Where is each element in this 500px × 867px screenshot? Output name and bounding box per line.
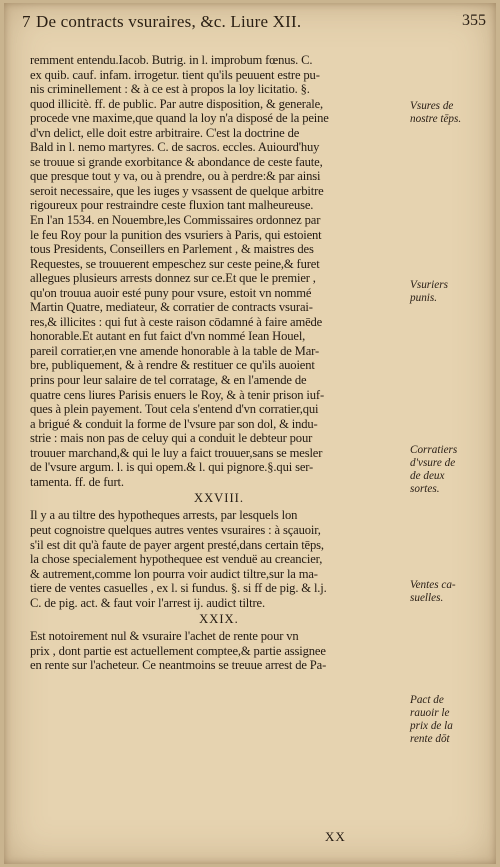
text-line: tamenta. ff. de furt. xyxy=(30,474,124,489)
catchword: XX xyxy=(325,829,346,844)
text-line: Il y a au tiltre des hypotheques arrests, par lesquels lon xyxy=(30,508,298,523)
text-line: Est notoirement nul & vsuraire l'achet de rente pour vn xyxy=(30,629,299,644)
text-line: le feu Roy pour la punition des vsuriers à Paris, qui estoient xyxy=(30,227,322,242)
text-line: pareil corratier,en vne amende honorable à la table de Mar- xyxy=(30,343,319,358)
text-line: nis criminellement : & à ce est à propos la loy licitatio. §. xyxy=(30,82,310,97)
text-line: res,& illicites : qui fut à ceste raison cōdamné à faire amēde xyxy=(30,314,323,329)
margin-note xyxy=(410,694,494,746)
margin-note xyxy=(410,444,494,496)
text-line: bre, publiquement, & à rendre & restituer ce qu'ils auoient xyxy=(30,358,315,373)
margin-note-line: Ventes ca- xyxy=(410,579,456,591)
text-line: quatre cens liures Parisis enuers le Roy, & à tenir prison iuf- xyxy=(30,387,325,402)
text-line: Requestes, se trouuerent empeschez sur ceste peine,& furet xyxy=(30,256,320,271)
text-line: de l'vsure argum. l. is qui opem.& l. qui pignore.§.qui ser- xyxy=(30,460,314,475)
signature-mark: 7 xyxy=(22,12,31,31)
text-line: En l'an 1534. en Nouembre,les Commissaires ordonnez par xyxy=(30,213,321,228)
margin-note-line: rauoir le xyxy=(410,707,450,719)
text-line: honorable.Et autant en fut faict d'vn nommé Iean Houel, xyxy=(30,329,306,344)
margin-note-line: Corratiers xyxy=(410,444,458,456)
margin-note-line: nostre tēps. xyxy=(410,113,462,125)
section-number: XXIX. xyxy=(199,612,239,627)
text-line: prins pour leur salaire de tel corratage, & en l'amende de xyxy=(30,373,307,388)
running-head xyxy=(22,12,490,34)
text-line: d'vn delict, elle doit estre arbitraire. C'est la doctrine de xyxy=(30,125,300,140)
margin-note xyxy=(410,579,494,605)
text-line: Martin Quatre, mediateur, & corratier de contracts vsurai- xyxy=(30,300,313,315)
book-page xyxy=(4,3,496,864)
text-line: s'il est dit qu'à faute de payer argent presté,dans certain tēps, xyxy=(30,537,324,552)
section-number: XXVIII. xyxy=(193,491,244,506)
margin-note-line: Vsuriers xyxy=(410,279,448,291)
text-line: C. de pig. act. & faut voir l'arrest ij. audict tiltre. xyxy=(30,595,265,610)
text-line: ex quib. cauf. infam. irrogetur. tient qu'ils peuuent estre pu- xyxy=(30,67,320,82)
margin-note xyxy=(410,279,494,305)
page-number: 355 xyxy=(462,12,486,29)
margin-note-line: d'vsure de xyxy=(410,457,456,469)
text-line: se trouue si grande exorbitance & abondance de ceste faute, xyxy=(30,154,323,169)
text-line: allegues plusieurs arrests donnez sur ce.Et que le premier , xyxy=(30,271,316,286)
text-line: en rente sur l'acheteur. Ce neantmoins se treuue arrest de Pa- xyxy=(30,658,327,673)
text-line: & autrement,comme lon pourra voir audict tiltre,sur la ma- xyxy=(30,566,318,581)
text-line: procede vne maxime,que quand la loy n'a disposé de la peine xyxy=(30,111,329,126)
text-line: Bald in l. nemo martyres. C. de sacros. eccles. Auiourd'huy xyxy=(30,140,320,155)
text-line: rigoureux pour restraindre ceste fluxion tant malheureuse. xyxy=(30,198,314,213)
text-line: que presque tout y va, ou à prendre, ou à perdre:& par ainsi xyxy=(30,169,321,184)
text-line: seroit necessaire, que les iuges y vsassent de quelque arbitre xyxy=(30,183,324,198)
margin-note xyxy=(410,100,494,126)
margin-note-line: sortes. xyxy=(410,483,440,495)
margin-note-line: rente dōt xyxy=(410,733,450,745)
text-line: prix , dont partie est actuellement comptee,& partie assignee xyxy=(30,643,326,658)
text-line: ques à plein payement. Tout cela s'entend d'vn corratier,qui xyxy=(30,402,319,417)
text-line: quod illicitè. ff. de public. Par autre disposition, & generale, xyxy=(30,96,324,111)
margin-note-line: prix de la xyxy=(410,720,453,732)
text-line: remment entendu.Iacob. Butrig. in l. improbum fœnus. C. xyxy=(30,53,313,67)
text-line: la chose specialement hypothequee est venduë au creancier, xyxy=(30,552,323,567)
text-line: peut cognoistre quelques autres ventes vsuraires : à sçauoir, xyxy=(30,522,321,537)
running-title: De contracts vsuraires, &c. Liure XII. xyxy=(36,12,302,31)
margin-note-line: de deux xyxy=(410,470,445,482)
margin-note-line: punis. xyxy=(410,292,438,304)
text-line: a brigué & conduit la forme de l'vsure par son dol, & indu- xyxy=(30,416,318,431)
text-line: tiere de ventes casuelles , ex l. si fundus. §. si ff de pig. & l.j. xyxy=(30,581,327,596)
text-line: qu'on trouua auoir esté puny pour vsure, estoit vn nommé xyxy=(30,285,312,300)
margin-note-line: Vsures de xyxy=(410,100,454,112)
text-line: trouuer marchand,& qui le luy a faict trouuer,sans se mesler xyxy=(30,445,323,460)
text-line: strie : mais non pas de celuy qui a conduit le debteur pour xyxy=(30,431,313,446)
text-line: tous Presidents, Conseillers en Parlement , & maistres des xyxy=(30,242,314,257)
margin-note-line: Pact de xyxy=(410,694,444,706)
main-text xyxy=(30,53,408,673)
margin-note-line: suelles. xyxy=(410,592,444,604)
